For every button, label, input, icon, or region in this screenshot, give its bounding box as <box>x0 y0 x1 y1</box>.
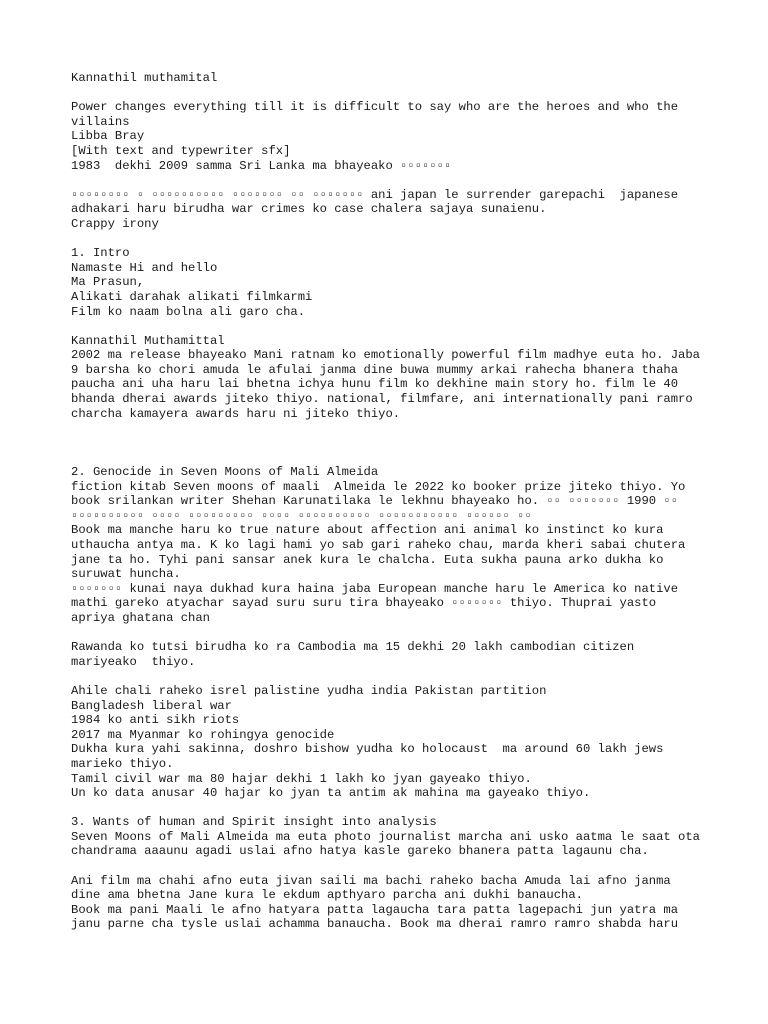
text-line: 2. Genocide in Seven Moons of Mali Almeida <box>71 465 379 480</box>
document-paragraph <box>71 246 701 319</box>
text-line: Dukha kura yahi sakinna, doshro bishow yudha ko holocaust ma around 60 lakh jews marieko thiyo. <box>71 742 671 771</box>
document-paragraph <box>71 640 701 669</box>
document-body <box>71 71 708 947</box>
text-line: Crappy irony <box>71 216 159 231</box>
document-paragraph <box>71 815 708 859</box>
text-line: Seven Moons of Mali Almeida ma euta photo journalist marcha ani usko aatma le saat ota chandrama aaaunu agadi uslai afno hatya kasle gareko bhanera patta lagaunu cha. <box>71 829 708 859</box>
text-line: Tamil civil war ma 80 hajar dekhi 1 lakh ko jyan gayeako thiyo. <box>71 771 532 786</box>
text-line: fiction kitab Seven moons of maali Almeida le 2022 ko booker prize jiteko thiyo. Yo book srilankan writer Shehan Karunatilaka le lekhnu bhayeako ho. ▫▫ ▫▫▫▫▫▫▫ 1990 ▫▫ ▫▫▫▫▫▫▫▫▫▫ ▫▫▫▫ ▫▫▫▫▫▫▫▫▫ ▫▫▫▫ ▫▫▫▫▫▫▫▫▫▫ ▫▫▫▫▫▫▫▫▫▫▫ ▫▫▫▫▫▫ ▫▫ <box>71 479 693 523</box>
text-line: Power changes everything till it is difficult to say who are the heroes and who the villains <box>71 100 686 129</box>
text-line: ▫▫▫▫▫▫▫▫ ▫ ▫▫▫▫▫▫▫▫▫▫ ▫▫▫▫▫▫▫ ▫▫ ▫▫▫▫▫▫▫ ani japan le surrender garepachi japanese adhakari haru birudha war crimes ko case chalera sajaya sunaienu. <box>71 187 686 217</box>
text-line: [With text and typewriter sfx] <box>71 143 291 158</box>
text-line: Ani film ma chahi afno euta jivan saili ma bachi raheko bacha Amuda lai afno janma dine ama bhetna Jane kura le ekdum apthyaro parcha ani dukhi banaucha. <box>71 873 679 903</box>
document-paragraph <box>71 188 701 232</box>
text-line: Rawanda ko tutsi birudha ko ra Cambodia ma 15 dekhi 20 lakh cambodian citizen mariyeako thiyo. <box>71 640 642 669</box>
text-line: 1. Intro <box>71 246 130 261</box>
text-line: Kannathil Muthamittal <box>71 333 225 348</box>
text-line: Film ko naam bolna ali garo cha. <box>71 304 306 319</box>
text-line: Book ma manche haru ko true nature about affection ani animal ko instinct ko kura uthaucha antya ma. K ko lagi hami yo sab gari raheko chau, marda kheri sabai chutera jane ta ho. Tyhi pani sansar anek kura le chalcha. Euta sukha pauna arko dukha ko suruwat huncha. <box>71 523 693 582</box>
text-line: Ma Prasun, <box>71 275 145 290</box>
text-line: ▫▫▫▫▫▫▫ kunai naya dukhad kura haina jaba European manche haru le America ko native mathi gareko atyachar sayad suru suru tira bhayeako ▫▫▫▫▫▫▫ thiyo. Thuprai yasto apriya ghatana chan <box>71 581 686 625</box>
text-line: Kannathil muthamital <box>71 71 218 85</box>
text-line: 2002 ma release bhayeako Mani ratnam ko emotionally powerful film madhye euta ho. Jaba 9 barsha ko chori amuda le afulai janma dine buwa mummy arkai rahecha bhanera thaha paucha ani uha haru lai bhetna ichya hunu film ko dekhine main story ho. film le 40 bhanda dherai awards jiteko thiyo. national, filmfare, ani internationally pani ramro charcha kamayera awards haru ni jiteko thiyo. <box>71 348 708 421</box>
text-line: Ahile chali raheko isrel palistine yudha india Pakistan partition <box>71 683 547 698</box>
document-paragraph <box>71 874 701 932</box>
text-line: Alikati darahak alikati filmkarmi <box>71 289 313 304</box>
text-line: Book ma pani Maali le afno hatyara patta lagaucha tara patta lagepachi jun yatra ma janu parne cha tysle uslai achamma banaucha. Book ma dherai ramro ramro shabda haru <box>71 902 686 932</box>
text-line: 1984 ko anti sikh riots <box>71 713 240 728</box>
text-line: 2017 ma Myanmar ko rohingya genocide <box>71 727 335 742</box>
text-line: 3. Wants of human and Spirit insight into analysis <box>71 815 437 830</box>
document-paragraph <box>71 100 701 173</box>
text-line: Bangladesh liberal war <box>71 698 232 713</box>
text-line: Un ko data anusar 40 hajar ko jyan ta antim ak mahina ma gayeako thiyo. <box>71 786 591 801</box>
document-paragraph <box>71 71 701 86</box>
text-line: Libba Bray <box>71 129 145 144</box>
text-line: 1983 dekhi 2009 samma Sri Lanka ma bhayeako ▫▫▫▫▫▫▫ <box>71 158 452 173</box>
document-paragraph <box>71 684 701 801</box>
document-paragraph <box>71 465 701 626</box>
document-paragraph <box>71 333 708 422</box>
text-line: Namaste Hi and hello <box>71 260 218 275</box>
